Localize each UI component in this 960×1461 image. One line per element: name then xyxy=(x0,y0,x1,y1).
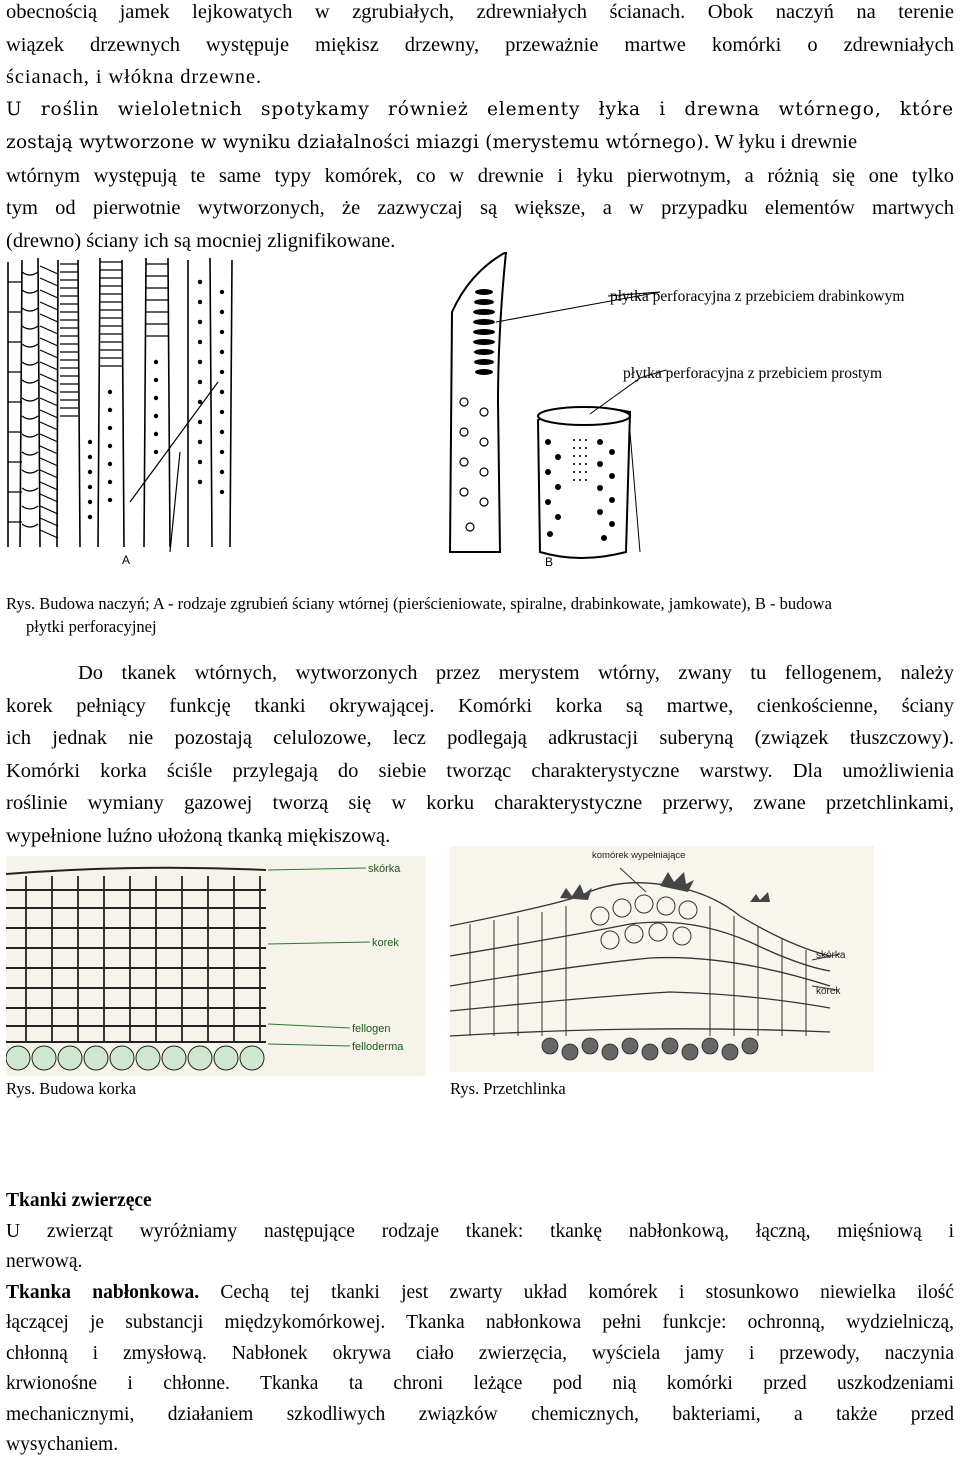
text-line: ścianach, i włókna drzewne. xyxy=(6,66,262,88)
text-line: obecnością jamek lejkowatych w zgrubiałych, zdrewniałych ścianach. Obok naczyń na terenie xyxy=(6,1,954,23)
text-line: (drewno) ściany ich są mocniej zlignifikowane. xyxy=(6,229,396,252)
text-line: ich jednak nie pozostają celulozowe, lecz podlegają adkrustacji suberyną (związek tłuszczowy). xyxy=(6,727,954,749)
text-line: łączącej je substancji międzykomórkowej. Tkanka nabłonkowa pełni funkcje: ochronną, wydzielniczą, xyxy=(6,1312,954,1333)
cork-caption: Rys. Budowa korka xyxy=(6,1079,136,1098)
text-line: mechanicznymi, działaniem szkodliwych związków chemicznych, bakteriami, a także przed xyxy=(6,1403,954,1425)
text-span: zostają wytworzone w wyniku działalności miazgi (merystemu wtórnego). xyxy=(6,132,710,153)
figure-label-a: A xyxy=(122,553,131,567)
label-komorek-wypelniajace xyxy=(592,850,685,861)
bold-term: Tkanka nabłonkowa. xyxy=(6,1281,200,1303)
figure1-caption xyxy=(6,592,956,638)
label-felloderma: felloderma xyxy=(352,1041,404,1053)
text-line: krwionośne i chłonne. Tkanka ta chroni leżące pod nią komórki przed uszkodzeniami xyxy=(6,1373,954,1394)
label-fellogen: fellogen xyxy=(352,1023,391,1035)
text-line: Do tkanek wtórnych, wytworzonych przez merystem wtórny, zwany tu fellogenem, należy xyxy=(78,662,954,684)
intro-paragraph xyxy=(6,0,954,257)
vessel-figure xyxy=(0,252,960,577)
label-skorka: skórka xyxy=(368,863,401,875)
label-skorka-right: skórka xyxy=(816,950,846,961)
text-line xyxy=(6,1278,954,1309)
label-komorek-wypelniajace-text: komórek wypełniające xyxy=(592,850,686,861)
text-line: wtórnym występują te same typy komórek, co w drewnie i łyku pierwotnym, a różnią się one tylko xyxy=(6,164,954,187)
text-line: roślinie wymiany gazowej tworzą się w korku charakterystyczne przerwy, zwane przetchlinkami, xyxy=(6,792,954,814)
caption-line: płytki perforacyjnej xyxy=(26,617,157,636)
label-korek-right: korek xyxy=(816,986,841,997)
text-line xyxy=(6,126,954,160)
text-line: wypełnione luźno ułożoną tkanką miękiszową. xyxy=(6,824,391,847)
text-line: Komórki korka ściśle przylegają do siebie tworząc charakterystyczne warstwy. Dla umożliwienia xyxy=(6,759,954,782)
text-line: U roślin wieloletnich spotykamy również elementy łyka i drewna wtórnego, które xyxy=(6,98,954,120)
text-line: nerwową. xyxy=(6,1251,83,1272)
text-span: Cechą tej tkanki jest zwarty układ komórek i stosunkowo niewielka ilość xyxy=(199,1281,955,1303)
section-heading: Tkanki zwierzęce xyxy=(6,1190,152,1211)
cork-structure-figure xyxy=(6,856,426,1076)
lenticel-drawing xyxy=(450,846,874,1072)
annotation-simple-plate: płytka perforacyjna z przebiciem prostym xyxy=(623,365,883,382)
text-line: chłonną i zmysłową. Nabłonek okrywa ciało zwierzęcia, wyściela jamy i przewody, naczynia xyxy=(6,1342,954,1364)
cork-structure-drawing xyxy=(6,856,426,1076)
label-korek: korek xyxy=(372,937,399,949)
lenticel-figure xyxy=(450,846,874,1072)
animal-tissues-section xyxy=(6,1186,954,1461)
annotation-scalariform-plate: płytka perforacyjna z przebiciem drabinkowym xyxy=(610,288,905,305)
text-line: korek pełniący funkcję tkanki okrywającej. Komórki korka są martwe, cienkościenne, ściany xyxy=(6,694,954,717)
text-line: tym od pierwotnie wytworzonych, że zazwyczaj są większe, a w przypadku elementów martwych xyxy=(6,197,954,219)
caption-line: Rys. Budowa naczyń; A - rodzaje zgrubień ściany wtórnej (pierścieniowate, spiralne, drabinkowate, jamkowate), B - budowa xyxy=(6,594,832,613)
text-span: W łyku i drewnie xyxy=(709,131,858,153)
text-line: wysychaniem. xyxy=(6,1434,119,1455)
lenticel-caption: Rys. Przetchlinka xyxy=(450,1079,566,1098)
cork-paragraph xyxy=(6,657,954,852)
figure-label-b: B xyxy=(545,555,554,569)
text-line: U zwierząt wyróżniamy następujące rodzaje tkanek: tkankę nabłonkową, łączną, mięśniową i xyxy=(6,1220,954,1242)
text-line: wiązek drzewnych występuje miękisz drzewny, przeważnie martwe komórki o zdrewniałych xyxy=(6,33,954,56)
